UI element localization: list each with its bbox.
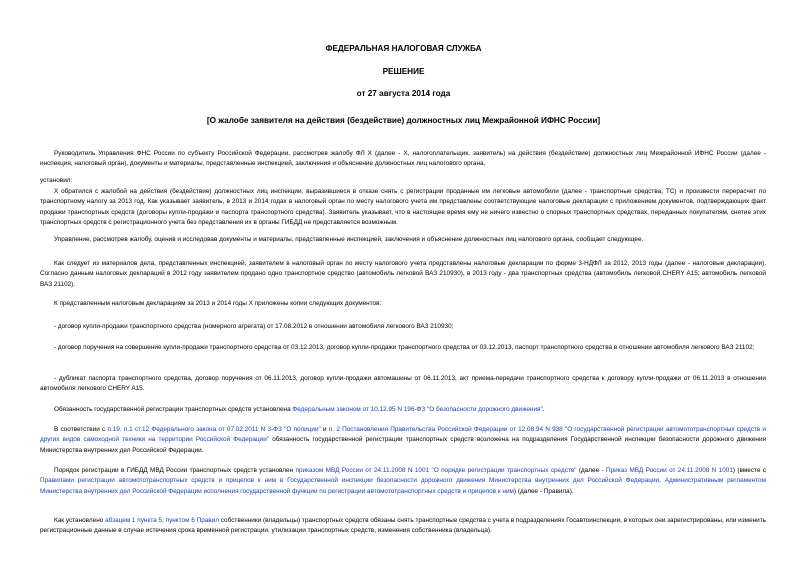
list-item-contract-2012: - договор купли-продажи транспортного средства (номерного агрегата) от 17.08.2012 в отношении автомобиля легкового ВАЗ 210930; — [54, 323, 454, 330]
doc-title: [О жалобе заявителя на действия (бездействие) должностных лиц Межрайонной ИФНС России] — [206, 116, 601, 125]
agency-heading: ФЕДЕРАЛЬНАЯ НАЛОГОВАЯ СЛУЖБА — [325, 44, 482, 53]
police-law-link[interactable]: п.19. п.1 ст.12 Федерального закона от 07.02.2011 N 3-ФЗ "О полиции" — [107, 426, 321, 433]
text-fragment: обязанность государственной регистрации транспортных средств возложена на подразделения Государственной инспекции безопасности дорожного движения Министерства внутренних дел Российской Федерации. — [40, 436, 766, 454]
text-fragment: (далее - — [576, 467, 607, 474]
paragraph-police-law — [40, 425, 766, 456]
text-fragment: собственники (владельцы) транспортных средств обязаны снять транспортные средства с учета в подразделениях Госавтоинспекции, в которых они зарегистрированы, или изменить регистрационные данные в случае истечения срока временной регистрации, утилизации транспортных средств, изменения собственника (владельца). — [40, 517, 766, 535]
resolution-938-link[interactable]: п. 2 Постановления Правительства Российской Федерации от 12.08.94 N 938 "О государственной регистрации автомототранспортных средств и других видов самоходной техники на территории Российской Федерации" — [40, 426, 767, 444]
rules-clause-5-6-link[interactable]: абзацем 1 пункта 5, пунктом 6 Правил — [105, 517, 219, 524]
paragraph-registration-duty — [40, 405, 766, 415]
doc-date: от 27 августа 2014 года — [356, 89, 451, 98]
order-1001-short-link[interactable]: Приказ МВД России от 24.11.2008 N 1001 — [606, 467, 733, 474]
paragraph-attachments: К представленным налоговым декларациям за 2013 и 2014 годы Х приложены копии следующих документов: — [54, 300, 382, 307]
registration-rules-link[interactable]: Правилами регистрации автомототранспортных средств и прицепов к ним в Государственной инспекции безопасности дорожного движения Министерства внутренних дел Российской Федерации, Административным регламентом Министерства внутренних дел Российской Федерации исполнения государственной функции по регистрации автомототранспортных средств и прицепов к ним — [40, 477, 766, 495]
text-fragment: Как установлено — [54, 517, 106, 524]
paragraph-registration-order — [40, 466, 766, 497]
paragraph-intro: Руководитель Управления ФНС России по субъекту Российской Федерации, рассмотрев жалобу ФЛ Х (далее - Х, налогоплательщик, заявитель) на действия (бездействие) должностных лиц Межрайонной ИФНС России (далее - инспекция, налоговый орган), документы и материалы, представленные инспекцией, заключения и объяснение должностных лиц налогового органа, — [40, 150, 766, 168]
text-fragment: Порядок регистрации в ГИБДД МВД России транспортных средств установлен — [54, 467, 296, 474]
text-fragment: ) (вместе с — [732, 467, 766, 474]
text-fragment: и — [320, 426, 329, 433]
paragraph-review: Управление, рассмотрев жалобу, оценив и исследовав документы и материалы, представленные инспекцией, заключения и объяснение должностных лиц налогового органа, сообщает следующее. — [54, 236, 644, 243]
order-1001-link[interactable]: приказом МВД России от 24.11.2008 N 1001 "О порядке регистрации транспортных средств" — [295, 467, 577, 474]
text-fragment: ) (далее - Правила). — [513, 487, 574, 495]
paragraph-complaint: Х обратился с жалобой на действия (бездействие) должностных лиц инспекции, выразившиеся в отказе снять с регистрации проданные им легковые автомобили (далее - транспортные средства, ТС) и произвести перерасчет по транспортному налогу за 2013 год. Как указывает заявитель, в 2013 и 2014 годах в налоговый орган по месту налогового учета им представлены соответствующие налоговые декларации с приложением документов, подтверждающих факт продажи транспортных средств (договоры купли-продажи и паспорта транспортного средства). Заявитель указывает, что в настоящее время ему не ничего известно о спорных транспортных средствах, переданных покупателям, снятие этих транспортных средств с регистрационного учета без представления их в органы ГИБДД не представляется возможным. — [40, 188, 766, 227]
text-fragment: . — [542, 406, 545, 413]
law-196-fz-link[interactable]: Федеральным законом от 10.12.95 N 196-ФЗ "О безопасности дорожного движения" — [292, 406, 543, 413]
doc-type-heading: РЕШЕНИЕ — [382, 67, 425, 76]
list-item-chery: - дубликат паспорта транспортного средства, договор поручения от 06.11.2013, договор купли-продажи автомашины от 06.11.2013, акт приема-передачи транспортного средства к договору купли-продажи от 06.11.2013 в отношении автомобиля легкового CHERY A15. — [40, 375, 766, 393]
paragraph-established: установил: — [40, 177, 73, 184]
list-item-contract-vaz21102: - договор поручения на совершение купли-продажи транспортного средства от 03.12.2013, договор купли-продажи транспортного средства от 03.12.2013, паспорт транспортного средства в отношении автомобиля легкового ВАЗ 21102; — [54, 344, 755, 351]
paragraph-case-materials: Как следует из материалов дела, представленных инспекцией, заявителем в налоговый орган по месту налогового учета представлены налоговые декларации по форме 3-НДФЛ за 2012, 2013 годы (далее - налоговые декларации). Согласно данным налоговых деклараций в 2012 году заявителем продано одно транспортное средство (автомобиль легковой ВАЗ 210930), в 2013 году - два транспортных средства (автомобиль легковой CHERY A15; автомобиль легковой ВАЗ 21102). — [40, 260, 766, 288]
paragraph-deregistration — [40, 516, 766, 537]
text-fragment: В соответствии с — [54, 426, 108, 433]
text-fragment: Обязанность государственной регистрации транспортных средств установлена — [54, 406, 293, 413]
